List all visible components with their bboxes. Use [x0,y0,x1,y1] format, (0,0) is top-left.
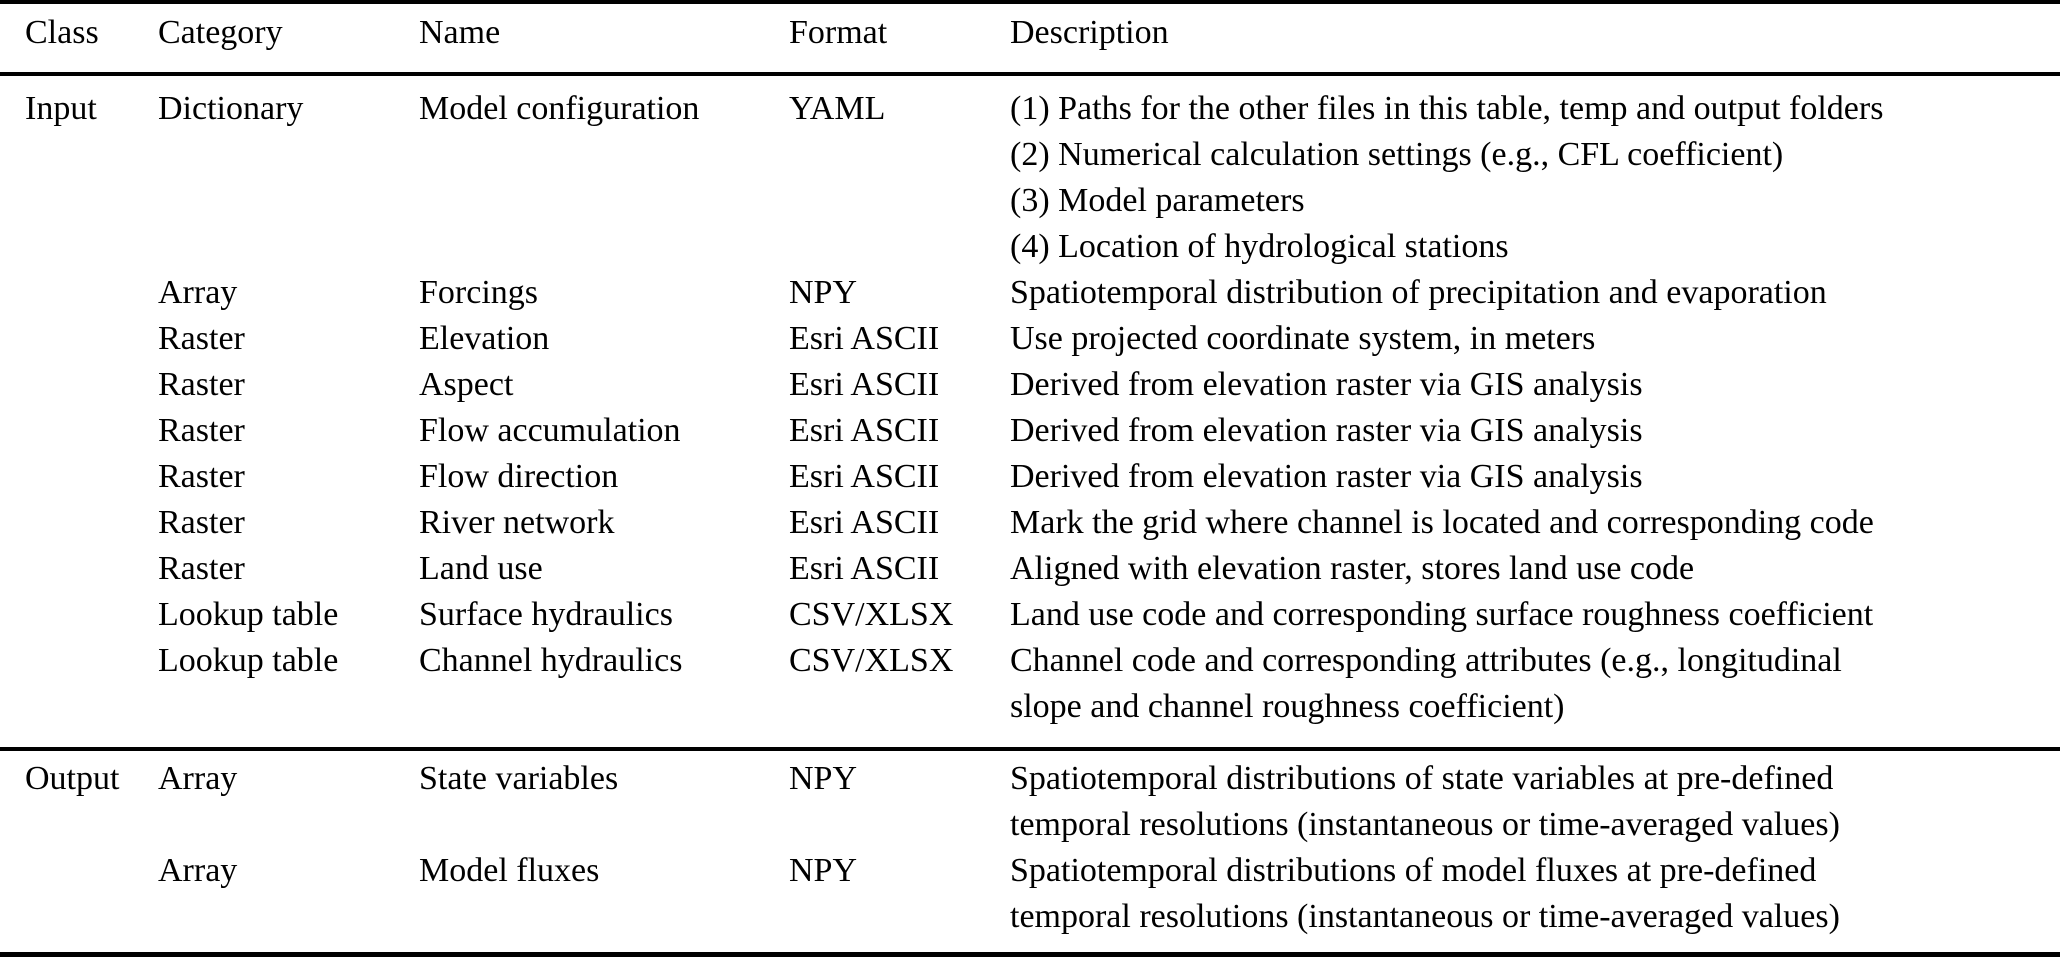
table-row-flow-accumulation [0,408,2060,454]
cell-description [1010,362,2060,408]
cell-name: Elevation [419,320,550,357]
table-row-model-configuration [0,74,2060,270]
description-line: Aligned with elevation raster, stores land use code [1010,550,1695,587]
description-line: Spatiotemporal distributions of state variables at pre-defined [1010,760,1834,797]
cell-description [1010,638,2060,749]
cell-format: CSV/XLSX [789,596,954,633]
description-line: Spatiotemporal distributions of model fluxes at pre-defined [1010,852,1817,889]
cell-format: NPY [789,274,858,311]
cell-class [0,848,158,955]
description-line: temporal resolutions (instantaneous or time-averaged values) [1010,898,1840,935]
cell-description [1010,848,2060,955]
cell-category: Array [158,852,238,889]
table-row-surface-hydraulics [0,592,2060,638]
column-header-category: Category [158,2,419,74]
cell-description [1010,316,2060,362]
cell-format: NPY [789,749,1010,848]
cell-category: Raster [158,458,245,495]
column-header-name: Name [419,2,789,74]
table-header [0,2,2060,74]
table-row-model-fluxes [0,848,2060,955]
cell-name: River network [419,504,615,541]
cell-format: Esri ASCII [789,458,940,495]
cell-description [1010,749,2060,848]
cell-name: Model configuration [419,90,700,127]
cell-name: Aspect [419,366,514,403]
description-line: (1) Paths for the other files in this table, temp and output folders [1010,90,1884,127]
cell-category: Raster [158,366,245,403]
table-row-channel-hydraulics [0,638,2060,749]
cell-class: Input [25,90,97,127]
cell-description [1010,454,2060,500]
cell-category: Lookup table [158,596,339,633]
cell-description [1010,546,2060,592]
cell-name: Model fluxes [419,852,600,889]
cell-category: Dictionary [158,90,304,127]
description-line: Derived from elevation raster via GIS analysis [1010,458,1643,495]
cell-format: CSV/XLSX [789,642,954,679]
description-line: (2) Numerical calculation settings (e.g., CFL coefficient) [1010,136,1784,173]
cell-class [0,408,158,454]
cell-description [1010,592,2060,638]
cell-description [1010,270,2060,316]
cell-name: Flow accumulation [419,412,681,449]
cell-class [0,362,158,408]
column-header-description: Description [1010,2,2060,74]
cell-name: Forcings [419,274,538,311]
cell-name: State variables [419,749,789,848]
table-row-land-use [0,546,2060,592]
table-row-elevation [0,316,2060,362]
description-line: (4) Location of hydrological stations [1010,228,1509,265]
cell-category: Raster [158,504,245,541]
description-line: (3) Model parameters [1010,182,1305,219]
cell-format: Esri ASCII [789,412,940,449]
cell-category: Raster [158,550,245,587]
cell-category: Raster [158,412,245,449]
cell-description [1010,74,2060,270]
cell-name: Channel hydraulics [419,642,683,679]
cell-class [0,500,158,546]
cell-class: Output [0,749,158,848]
table-row-state-variables [0,749,2060,848]
cell-category: Lookup table [158,642,339,679]
cell-description [1010,500,2060,546]
cell-format: Esri ASCII [789,366,940,403]
description-line: temporal resolutions (instantaneous or time-averaged values) [1010,806,1840,843]
cell-class [0,454,158,500]
description-line: Spatiotemporal distribution of precipitation and evaporation [1010,274,1827,311]
cell-format: NPY [789,852,858,889]
cell-format: Esri ASCII [789,320,940,357]
description-line: Mark the grid where channel is located and corresponding code [1010,504,1874,541]
cell-format: Esri ASCII [789,504,940,541]
cell-category: Raster [158,320,245,357]
table-body [0,74,2060,955]
description-line: Derived from elevation raster via GIS analysis [1010,412,1643,449]
cell-format: Esri ASCII [789,550,940,587]
header-row [0,2,2060,74]
cell-name: Surface hydraulics [419,596,673,633]
cell-category: Array [158,749,419,848]
cell-description [1010,408,2060,454]
cell-class [0,316,158,362]
cell-class [0,638,158,749]
table-row-flow-direction [0,454,2060,500]
cell-class [0,592,158,638]
table-row-aspect [0,362,2060,408]
cell-name: Flow direction [419,458,619,495]
cell-class [0,546,158,592]
description-line: Derived from elevation raster via GIS analysis [1010,366,1643,403]
cell-category: Array [158,274,238,311]
cell-name: Land use [419,550,543,587]
description-line: slope and channel roughness coefficient) [1010,688,1565,725]
table-row-forcings [0,270,2060,316]
column-header-format: Format [789,2,1010,74]
column-header-class: Class [0,2,158,74]
table-row-river-network [0,500,2060,546]
cell-class [0,270,158,316]
cell-format: YAML [789,90,886,127]
description-line: Channel code and corresponding attributes (e.g., longitudinal [1010,642,1842,679]
description-line: Land use code and corresponding surface roughness coefficient [1010,596,1874,633]
description-line: Use projected coordinate system, in meters [1010,320,1596,357]
